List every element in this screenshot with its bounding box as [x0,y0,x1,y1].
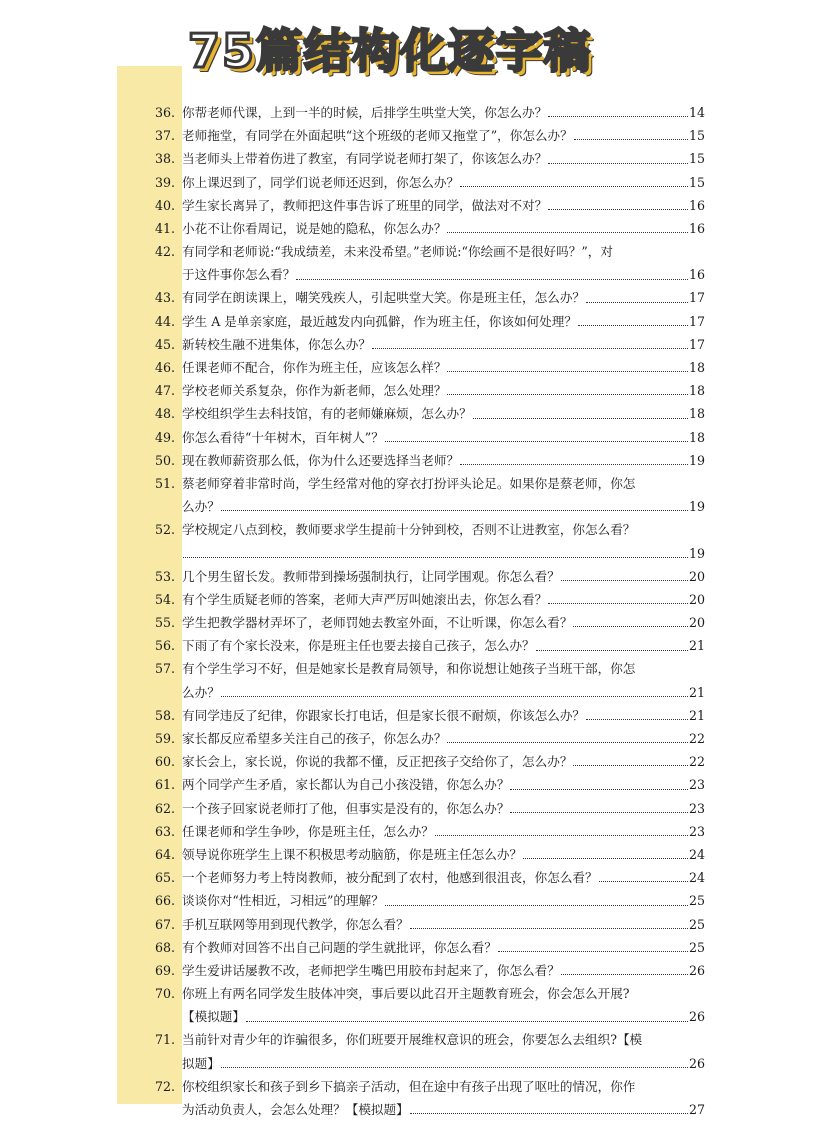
dot-leader [221,1067,688,1068]
entry-number: 36. [155,104,176,120]
entry-page-number: 21 [688,684,705,700]
toc-entry-line[interactable] [155,379,705,402]
entry-number: 51. [155,475,176,491]
toc-entry-line[interactable] [155,194,705,217]
entry-text: 么办？ [182,684,220,700]
toc-entry-line[interactable] [155,820,705,843]
entry-number: 41. [155,220,176,236]
dot-leader [372,348,688,349]
entry-number: 68. [155,939,176,955]
entry-text: 你怎么看待“十年树木，百年树人”？ [182,429,384,445]
entry-page-number: 27 [688,1102,705,1118]
toc-entry-line[interactable] [155,310,705,333]
entry-page-number: 26 [688,962,705,978]
page-title: 75篇结构化逐字稿 [188,24,593,78]
entry-text: 有同学违反了纪律，你跟家长打电话，但是家长很不耐烦，你该怎么办？ [182,707,585,723]
entry-number: 67. [155,916,176,932]
dot-leader [586,719,688,720]
toc-entry-line[interactable] [155,565,705,588]
entry-text: 有个教师对回答不出自己问题的学生就批评，你怎么看？ [182,939,497,955]
entry-text: 谈谈你对“性相近，习相远”的理解？ [182,893,384,909]
dot-leader [548,603,688,604]
toc-entry-line[interactable] [155,773,705,796]
entry-text: 你帮老师代课，上到一半的时候，后排学生哄堂大笑，你怎么办？ [182,104,548,120]
entry-text: 几个男生留长发。教师带到操场强制执行，让同学围观。你怎么看？ [182,568,560,584]
entry-page-number: 15 [688,128,705,144]
entry-number: 63. [155,823,176,839]
entry-page-number: 16 [688,220,705,236]
entry-number: 53. [155,568,176,584]
entry-number: 47. [155,383,176,399]
toc-entry-line[interactable] [155,217,705,240]
toc-entry-line[interactable] [155,913,705,936]
entry-number: 39. [155,174,176,190]
entry-text: 么办？ [182,499,220,515]
entry-number: 61. [155,777,176,793]
dot-leader [586,302,688,303]
entry-page-number: 18 [688,406,705,422]
entry-number: 65. [155,870,176,886]
toc-entry-line[interactable] [155,449,705,472]
entry-page-number: 23 [688,823,705,839]
entry-text: 【模拟题】 [182,1009,245,1025]
dot-leader [221,696,688,697]
entry-text: 有个学生学习不好，但是她家长是教育局领导，和你说想让她孩子当班干部，你怎 [182,661,636,677]
toc-entry-line[interactable] [155,658,705,681]
entry-number: 40. [155,197,176,213]
entry-text: 两个同学产生矛盾，家长都认为自己小孩没错，你怎么办？ [182,777,510,793]
entry-number: 50. [155,452,176,468]
entry-number: 64. [155,846,176,862]
entry-page-number: 20 [688,615,705,631]
entry-page-number: 17 [688,336,705,352]
entry-number: 69. [155,962,176,978]
entry-page-number: 19 [688,499,705,515]
toc-entry-line[interactable] [155,588,705,611]
toc-entry-line[interactable] [155,472,705,495]
entry-page-number: 18 [688,429,705,445]
dot-leader [548,116,688,117]
dot-leader [447,394,688,395]
dot-leader [573,626,688,627]
toc-entry-line[interactable] [155,704,705,727]
entry-page-number: 20 [688,568,705,584]
dot-leader [473,418,688,419]
entry-page-number: 19 [688,452,705,468]
entry-page-number: 17 [688,290,705,306]
toc-entry-line[interactable] [155,124,705,147]
toc-entry-line[interactable] [155,982,705,1005]
dot-leader [548,163,688,164]
entry-page-number: 17 [688,313,705,329]
entry-number: 37. [155,128,176,144]
entry-text: 有个学生质疑老师的答案，老师大声严厉叫她滚出去，你怎么看？ [182,591,548,607]
entry-text: 任课老师不配合，你作为班主任，应该怎么样？ [182,360,447,376]
toc-entry-line[interactable] [155,750,705,773]
entry-page-number: 22 [688,754,705,770]
entry-text: 学校组织学生去科技馆，有的老师嫌麻烦，怎么办？ [182,406,472,422]
entry-text: 当老师头上带着伤进了教室，有同学说老师打架了，你该怎么办？ [182,151,548,167]
entry-number: 55. [155,615,176,631]
dot-leader [599,881,688,882]
dot-leader [221,510,688,511]
dot-leader [447,371,688,372]
toc-entry-line[interactable] [155,240,705,263]
entry-page-number: 21 [688,707,705,723]
toc-entry-line[interactable] [155,634,705,657]
toc-entry-line[interactable] [155,797,705,820]
dot-leader [578,325,688,326]
entry-number: 72. [155,1078,176,1094]
entry-text: 学生 A 是单亲家庭，最近越发内向孤僻，作为班主任，你该如何处理？ [182,313,577,329]
toc-entry-line[interactable] [155,287,705,310]
entry-number: 57. [155,661,176,677]
entry-page-number: 18 [688,360,705,376]
entry-number: 43. [155,290,176,306]
entry-text: 为活动负责人，会怎么处理？【模拟题】 [182,1102,409,1118]
toc-entry-line[interactable] [155,843,705,866]
entry-page-number: 15 [688,174,705,190]
entry-number: 44. [155,313,176,329]
toc-entry-line[interactable] [155,518,705,541]
entry-number: 42. [155,244,176,260]
entry-text: 当前针对青少年的诈骗很多，你们班要开展维权意识的班会，你要怎么去组织?【模 [182,1032,643,1048]
entry-text: 一个老师努力考上特岗教师，被分配到了农村，他感到很沮丧，你怎么看？ [182,870,598,886]
entry-number: 46. [155,360,176,376]
entry-page-number: 23 [688,800,705,816]
toc-entry-line[interactable] [155,727,705,750]
dot-leader [536,650,688,651]
dot-leader [561,974,688,975]
entry-number: 49. [155,429,176,445]
toc-entry-line[interactable] [155,1075,705,1098]
toc-entry-line[interactable] [155,936,705,959]
entry-text: 现在教师薪资那么低，你为什么还要选择当老师？ [182,452,460,468]
dot-leader [410,1113,688,1114]
toc-entry-line[interactable] [155,889,705,912]
entry-text: 拟题】 [182,1055,220,1071]
dot-leader [574,139,688,140]
entry-text: 你班上有两名同学发生肢体冲突，事后要以此召开主题教育班会，你会怎么开展? [182,986,630,1002]
dot-leader [460,464,688,465]
dot-leader [435,835,688,836]
entry-page-number: 25 [688,939,705,955]
entry-page-number: 21 [688,638,705,654]
entry-number: 70. [155,986,176,1002]
entry-page-number: 20 [688,591,705,607]
toc-entry-line[interactable] [155,542,705,565]
dot-leader [246,1021,688,1022]
entry-number: 45. [155,336,176,352]
entry-text: 家长会上，家长说，你说的我都不懂，反正把孩子交给你了，怎么办？ [182,754,573,770]
toc-entry-line[interactable] [155,611,705,634]
entry-page-number: 15 [688,151,705,167]
entry-text: 学校规定八点到校，教师要求学生提前十分钟到校，否则不让进教室，你怎么看？ [182,522,636,538]
dot-leader [523,858,688,859]
entry-text: 家长都反应希望多关注自己的孩子，你怎么办？ [182,731,447,747]
entry-page-number: 24 [688,870,705,886]
entry-page-number: 19 [688,545,705,561]
entry-number: 60. [155,754,176,770]
toc-entry-line[interactable] [155,171,705,194]
entry-number: 48. [155,406,176,422]
entry-number: 59. [155,731,176,747]
dot-leader [410,928,688,929]
entry-page-number: 22 [688,731,705,747]
entry-number: 54. [155,591,176,607]
entry-number: 71. [155,1032,176,1048]
entry-text: 于这件事你怎么看？ [182,267,296,283]
toc-entry-line[interactable] [155,147,705,170]
entry-number: 66. [155,893,176,909]
dot-leader [296,279,688,280]
toc-entry-line[interactable] [155,356,705,379]
entry-page-number: 26 [688,1009,705,1025]
toc-entry-line[interactable] [155,1029,705,1052]
toc-entry-line[interactable] [155,959,705,982]
entry-text: 一个孩子回家说老师打了他，但事实是没有的，你怎么办？ [182,800,510,816]
dot-leader [548,209,688,210]
entry-text: 任课老师和学生争吵，你是班主任，怎么办？ [182,823,434,839]
dot-leader [460,186,688,187]
entry-page-number: 16 [688,267,705,283]
entry-text: 学生家长离异了，教师把这件事告诉了班里的同学，做法对不对？ [182,197,548,213]
toc-entry-line[interactable] [155,1098,705,1121]
entry-number: 62. [155,800,176,816]
toc-entry-line[interactable] [155,1052,705,1075]
entry-text: 手机互联网等用到现代教学，你怎么看？ [182,916,409,932]
toc-entry-line[interactable] [155,426,705,449]
entry-page-number: 26 [688,1055,705,1071]
dot-leader [385,441,688,442]
dot-leader [447,232,688,233]
entry-text: 有同学和老师说:“我成绩差，未来没希望。”老师说:“你绘画不是很好吗？”，对 [182,244,613,260]
entry-page-number: 14 [688,104,705,120]
entry-page-number: 16 [688,197,705,213]
entry-page-number: 25 [688,893,705,909]
entry-text: 蔡老师穿着非常时尚，学生经常对他的穿衣打扮评头论足。如果你是蔡老师，你怎 [182,475,636,491]
entry-page-number: 18 [688,383,705,399]
entry-text: 学校老师关系复杂，你作为新老师，怎么处理？ [182,383,447,399]
toc-entry-line[interactable] [155,101,705,124]
toc-entry-line[interactable] [155,495,705,518]
entry-text: 学生把教学器材弄坏了，老师罚她去教室外面，不让听课，你怎么看？ [182,615,573,631]
dot-leader [385,905,688,906]
toc-entry-line[interactable] [155,1005,705,1028]
entry-text: 老师拖堂，有同学在外面起哄“这个班级的老师又拖堂了”，你怎么办？ [182,128,573,144]
entry-number: 56. [155,638,176,654]
entry-number: 58. [155,707,176,723]
entry-text: 领导说你班学生上课不积极思考动脑筋，你是班主任怎么办？ [182,846,523,862]
dot-leader [561,580,688,581]
entry-page-number: 24 [688,846,705,862]
table-of-contents [155,101,705,1121]
entry-text: 学生爱讲话屡教不改，老师把学生嘴巴用胶布封起来了，你怎么看？ [182,962,560,978]
entry-number: 52. [155,522,176,538]
dot-leader [573,765,688,766]
dot-leader [447,742,688,743]
toc-entry-line[interactable] [155,402,705,425]
toc-entry-line[interactable] [155,866,705,889]
entry-text: 你校组织家长和孩子到乡下搞亲子活动，但在途中有孩子出现了呕吐的情况，你作 [182,1078,636,1094]
toc-entry-line[interactable] [155,681,705,704]
entry-text: 新转校生融不进集体，你怎么办？ [182,336,371,352]
dot-leader [183,557,688,558]
dot-leader [510,789,688,790]
entry-page-number: 25 [688,916,705,932]
entry-number: 38. [155,151,176,167]
entry-text: 小花不让你看周记，说是她的隐私，你怎么办？ [182,220,447,236]
dot-leader [510,812,688,813]
entry-text: 有同学在朗读课上，嘲笑残疾人，引起哄堂大笑。你是班主任，怎么办？ [182,290,585,306]
toc-entry-line[interactable] [155,333,705,356]
dot-leader [498,951,688,952]
toc-entry-line[interactable] [155,263,705,286]
entry-text: 你上课迟到了，同学们说老师还迟到，你怎么办？ [182,174,460,190]
entry-text: 下雨了有个家长没来，你是班主任也要去接自己孩子，怎么办？ [182,638,535,654]
entry-page-number: 23 [688,777,705,793]
